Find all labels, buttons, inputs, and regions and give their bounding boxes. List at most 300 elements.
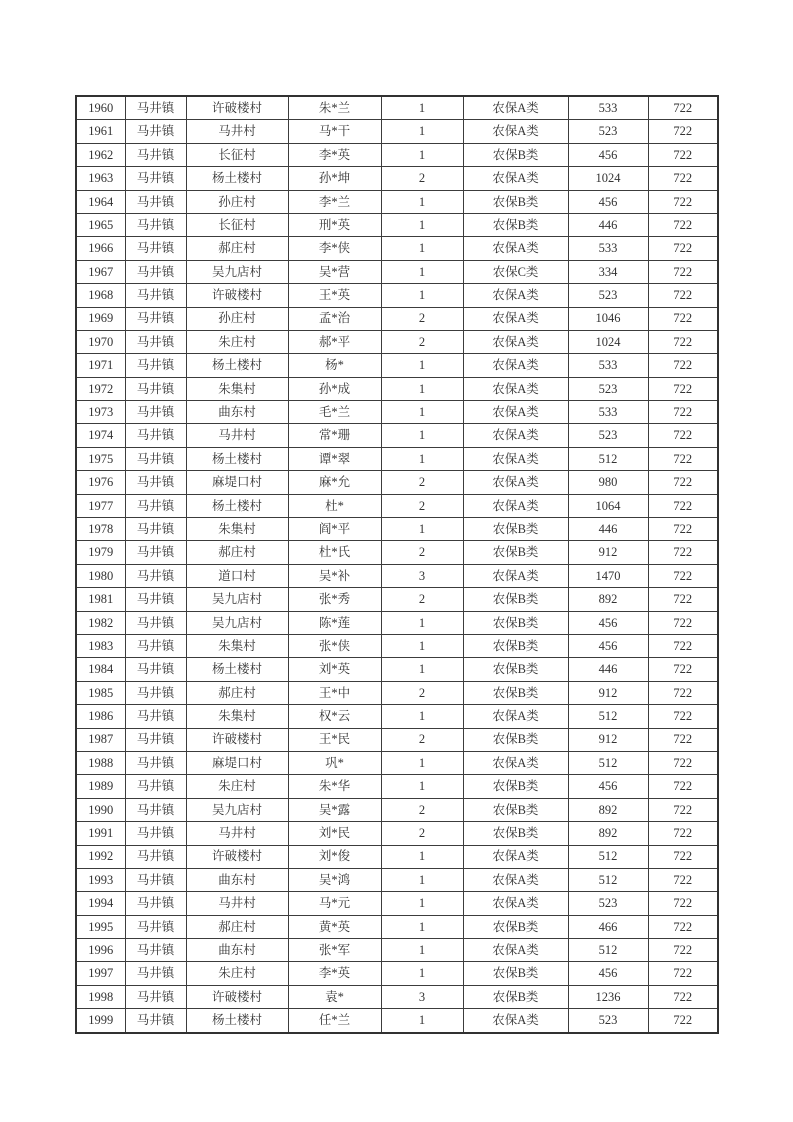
- cell-amount: 456: [568, 775, 648, 798]
- cell-town: 马井镇: [125, 167, 186, 190]
- cell-serial: 1968: [76, 284, 125, 307]
- cell-count: 1: [381, 1009, 463, 1033]
- cell-village: 朱集村: [186, 705, 288, 728]
- cell-serial: 1970: [76, 330, 125, 353]
- cell-category: 农保A类: [463, 354, 568, 377]
- cell-serial: 1971: [76, 354, 125, 377]
- table-row: [76, 868, 718, 891]
- cell-name: 巩*: [288, 751, 381, 774]
- cell-count: 2: [381, 307, 463, 330]
- table-row: [76, 564, 718, 587]
- cell-category: 农保A类: [463, 96, 568, 120]
- cell-count: 2: [381, 681, 463, 704]
- cell-category: 农保B类: [463, 962, 568, 985]
- cell-serial: 1981: [76, 588, 125, 611]
- table-row: [76, 471, 718, 494]
- cell-village: 曲东村: [186, 868, 288, 891]
- cell-count: 1: [381, 401, 463, 424]
- cell-village: 杨土楼村: [186, 167, 288, 190]
- cell-name: 谭*翠: [288, 447, 381, 470]
- cell-name: 杜*: [288, 494, 381, 517]
- cell-name: 马*元: [288, 892, 381, 915]
- cell-value: 722: [648, 96, 718, 120]
- cell-town: 马井镇: [125, 939, 186, 962]
- cell-count: 1: [381, 354, 463, 377]
- cell-category: 农保A类: [463, 424, 568, 447]
- cell-village: 朱庄村: [186, 330, 288, 353]
- cell-category: 农保B类: [463, 190, 568, 213]
- cell-serial: 1969: [76, 307, 125, 330]
- table-row: [76, 798, 718, 821]
- cell-category: 农保B类: [463, 681, 568, 704]
- cell-village: 许破楼村: [186, 284, 288, 307]
- cell-name: 刘*英: [288, 658, 381, 681]
- cell-name: 孙*坤: [288, 167, 381, 190]
- cell-serial: 1984: [76, 658, 125, 681]
- cell-name: 张*军: [288, 939, 381, 962]
- cell-village: 吴九店村: [186, 611, 288, 634]
- cell-value: 722: [648, 307, 718, 330]
- cell-name: 李*兰: [288, 190, 381, 213]
- cell-category: 农保B类: [463, 658, 568, 681]
- cell-value: 722: [648, 868, 718, 891]
- cell-name: 李*英: [288, 962, 381, 985]
- table-row: [76, 213, 718, 236]
- table-row: [76, 892, 718, 915]
- cell-value: 722: [648, 471, 718, 494]
- cell-value: 722: [648, 330, 718, 353]
- cell-village: 郝庄村: [186, 681, 288, 704]
- cell-town: 马井镇: [125, 237, 186, 260]
- cell-count: 1: [381, 775, 463, 798]
- cell-serial: 1963: [76, 167, 125, 190]
- cell-serial: 1993: [76, 868, 125, 891]
- cell-name: 朱*华: [288, 775, 381, 798]
- cell-count: 1: [381, 892, 463, 915]
- table-row: [76, 120, 718, 143]
- cell-name: 吴*露: [288, 798, 381, 821]
- cell-village: 马井村: [186, 822, 288, 845]
- cell-town: 马井镇: [125, 1009, 186, 1033]
- cell-value: 722: [648, 120, 718, 143]
- cell-amount: 523: [568, 424, 648, 447]
- cell-village: 许破楼村: [186, 985, 288, 1008]
- cell-town: 马井镇: [125, 822, 186, 845]
- cell-town: 马井镇: [125, 611, 186, 634]
- cell-count: 1: [381, 190, 463, 213]
- table-row: [76, 915, 718, 938]
- cell-amount: 334: [568, 260, 648, 283]
- cell-count: 1: [381, 120, 463, 143]
- table-row: [76, 728, 718, 751]
- cell-village: 孙庄村: [186, 190, 288, 213]
- cell-value: 722: [648, 985, 718, 1008]
- cell-serial: 1966: [76, 237, 125, 260]
- cell-count: 2: [381, 822, 463, 845]
- table-row: [76, 705, 718, 728]
- cell-amount: 523: [568, 120, 648, 143]
- cell-amount: 456: [568, 611, 648, 634]
- cell-count: 3: [381, 564, 463, 587]
- cell-village: 许破楼村: [186, 96, 288, 120]
- cell-amount: 523: [568, 892, 648, 915]
- cell-village: 麻堤口村: [186, 751, 288, 774]
- cell-count: 2: [381, 471, 463, 494]
- cell-category: 农保A类: [463, 494, 568, 517]
- cell-serial: 1994: [76, 892, 125, 915]
- cell-amount: 912: [568, 541, 648, 564]
- cell-amount: 980: [568, 471, 648, 494]
- cell-category: 农保A类: [463, 939, 568, 962]
- cell-town: 马井镇: [125, 96, 186, 120]
- cell-serial: 1965: [76, 213, 125, 236]
- cell-serial: 1982: [76, 611, 125, 634]
- table-row: [76, 1009, 718, 1033]
- cell-town: 马井镇: [125, 681, 186, 704]
- cell-amount: 512: [568, 845, 648, 868]
- cell-amount: 512: [568, 705, 648, 728]
- cell-town: 马井镇: [125, 892, 186, 915]
- cell-village: 吴九店村: [186, 260, 288, 283]
- cell-value: 722: [648, 822, 718, 845]
- cell-town: 马井镇: [125, 424, 186, 447]
- cell-serial: 1975: [76, 447, 125, 470]
- cell-name: 刘*俊: [288, 845, 381, 868]
- cell-name: 张*秀: [288, 588, 381, 611]
- cell-name: 李*侠: [288, 237, 381, 260]
- cell-serial: 1991: [76, 822, 125, 845]
- cell-amount: 892: [568, 822, 648, 845]
- cell-amount: 1064: [568, 494, 648, 517]
- cell-village: 马井村: [186, 424, 288, 447]
- cell-serial: 1998: [76, 985, 125, 1008]
- table-row: [76, 330, 718, 353]
- cell-serial: 1986: [76, 705, 125, 728]
- cell-amount: 512: [568, 751, 648, 774]
- cell-village: 杨土楼村: [186, 1009, 288, 1033]
- cell-amount: 533: [568, 401, 648, 424]
- table-row: [76, 985, 718, 1008]
- table-row: [76, 658, 718, 681]
- cell-amount: 446: [568, 518, 648, 541]
- cell-village: 吴九店村: [186, 588, 288, 611]
- cell-town: 马井镇: [125, 588, 186, 611]
- cell-town: 马井镇: [125, 120, 186, 143]
- cell-village: 马井村: [186, 120, 288, 143]
- cell-amount: 1470: [568, 564, 648, 587]
- cell-amount: 1236: [568, 985, 648, 1008]
- cell-value: 722: [648, 658, 718, 681]
- cell-serial: 1983: [76, 634, 125, 657]
- cell-count: 1: [381, 962, 463, 985]
- cell-count: 1: [381, 705, 463, 728]
- cell-name: 王*民: [288, 728, 381, 751]
- cell-value: 722: [648, 447, 718, 470]
- cell-count: 1: [381, 424, 463, 447]
- cell-count: 1: [381, 751, 463, 774]
- cell-town: 马井镇: [125, 213, 186, 236]
- table-row: [76, 518, 718, 541]
- cell-count: 2: [381, 330, 463, 353]
- cell-amount: 456: [568, 190, 648, 213]
- cell-village: 长征村: [186, 143, 288, 166]
- cell-count: 1: [381, 96, 463, 120]
- cell-name: 吴*鸿: [288, 868, 381, 891]
- cell-village: 杨土楼村: [186, 658, 288, 681]
- cell-town: 马井镇: [125, 260, 186, 283]
- cell-serial: 1964: [76, 190, 125, 213]
- cell-value: 722: [648, 892, 718, 915]
- cell-name: 黄*英: [288, 915, 381, 938]
- cell-count: 1: [381, 284, 463, 307]
- cell-serial: 1962: [76, 143, 125, 166]
- cell-town: 马井镇: [125, 354, 186, 377]
- table-row: [76, 962, 718, 985]
- table-row: [76, 96, 718, 120]
- cell-value: 722: [648, 143, 718, 166]
- cell-serial: 1995: [76, 915, 125, 938]
- cell-amount: 446: [568, 213, 648, 236]
- cell-name: 任*兰: [288, 1009, 381, 1033]
- insurance-record-table: [75, 95, 719, 1034]
- cell-village: 朱集村: [186, 377, 288, 400]
- cell-value: 722: [648, 541, 718, 564]
- cell-town: 马井镇: [125, 401, 186, 424]
- cell-village: 郝庄村: [186, 541, 288, 564]
- cell-serial: 1985: [76, 681, 125, 704]
- cell-name: 刑*英: [288, 213, 381, 236]
- cell-village: 郝庄村: [186, 915, 288, 938]
- cell-category: 农保B类: [463, 611, 568, 634]
- cell-town: 马井镇: [125, 728, 186, 751]
- cell-town: 马井镇: [125, 307, 186, 330]
- table-row: [76, 354, 718, 377]
- cell-count: 1: [381, 447, 463, 470]
- cell-count: 2: [381, 494, 463, 517]
- cell-village: 朱庄村: [186, 962, 288, 985]
- cell-name: 袁*: [288, 985, 381, 1008]
- cell-category: 农保B类: [463, 213, 568, 236]
- cell-amount: 456: [568, 634, 648, 657]
- table-row: [76, 307, 718, 330]
- cell-serial: 1997: [76, 962, 125, 985]
- cell-category: 农保A类: [463, 447, 568, 470]
- cell-town: 马井镇: [125, 471, 186, 494]
- cell-value: 722: [648, 915, 718, 938]
- cell-category: 农保B类: [463, 588, 568, 611]
- table-row: [76, 260, 718, 283]
- cell-value: 722: [648, 611, 718, 634]
- cell-value: 722: [648, 494, 718, 517]
- cell-town: 马井镇: [125, 915, 186, 938]
- cell-name: 张*侠: [288, 634, 381, 657]
- table-row: [76, 775, 718, 798]
- cell-value: 722: [648, 962, 718, 985]
- cell-name: 朱*兰: [288, 96, 381, 120]
- cell-town: 马井镇: [125, 494, 186, 517]
- cell-count: 1: [381, 611, 463, 634]
- cell-count: 2: [381, 541, 463, 564]
- cell-name: 杜*氏: [288, 541, 381, 564]
- cell-name: 马*干: [288, 120, 381, 143]
- cell-count: 2: [381, 588, 463, 611]
- cell-category: 农保A类: [463, 751, 568, 774]
- cell-count: 3: [381, 985, 463, 1008]
- cell-serial: 1977: [76, 494, 125, 517]
- cell-category: 农保C类: [463, 260, 568, 283]
- cell-amount: 466: [568, 915, 648, 938]
- cell-village: 长征村: [186, 213, 288, 236]
- table-row: [76, 634, 718, 657]
- cell-village: 杨土楼村: [186, 447, 288, 470]
- cell-name: 毛*兰: [288, 401, 381, 424]
- cell-town: 马井镇: [125, 705, 186, 728]
- cell-count: 2: [381, 798, 463, 821]
- cell-value: 722: [648, 237, 718, 260]
- cell-town: 马井镇: [125, 658, 186, 681]
- cell-serial: 1976: [76, 471, 125, 494]
- cell-town: 马井镇: [125, 634, 186, 657]
- cell-count: 2: [381, 728, 463, 751]
- cell-name: 吴*补: [288, 564, 381, 587]
- cell-serial: 1961: [76, 120, 125, 143]
- cell-value: 722: [648, 634, 718, 657]
- cell-town: 马井镇: [125, 798, 186, 821]
- cell-town: 马井镇: [125, 775, 186, 798]
- cell-value: 722: [648, 728, 718, 751]
- cell-value: 722: [648, 845, 718, 868]
- cell-amount: 446: [568, 658, 648, 681]
- cell-town: 马井镇: [125, 330, 186, 353]
- cell-category: 农保B类: [463, 775, 568, 798]
- cell-category: 农保A类: [463, 120, 568, 143]
- cell-village: 道口村: [186, 564, 288, 587]
- cell-amount: 533: [568, 354, 648, 377]
- table-row: [76, 751, 718, 774]
- cell-serial: 1992: [76, 845, 125, 868]
- cell-category: 农保B类: [463, 518, 568, 541]
- table-row: [76, 284, 718, 307]
- cell-village: 郝庄村: [186, 237, 288, 260]
- cell-town: 马井镇: [125, 564, 186, 587]
- cell-count: 1: [381, 237, 463, 260]
- cell-value: 722: [648, 751, 718, 774]
- cell-value: 722: [648, 354, 718, 377]
- cell-village: 朱庄村: [186, 775, 288, 798]
- cell-count: 1: [381, 634, 463, 657]
- cell-count: 1: [381, 868, 463, 891]
- cell-category: 农保A类: [463, 284, 568, 307]
- cell-name: 常*珊: [288, 424, 381, 447]
- cell-town: 马井镇: [125, 143, 186, 166]
- cell-serial: 1996: [76, 939, 125, 962]
- cell-village: 朱集村: [186, 518, 288, 541]
- cell-count: 1: [381, 658, 463, 681]
- table-row: [76, 939, 718, 962]
- cell-category: 农保A类: [463, 167, 568, 190]
- cell-amount: 512: [568, 447, 648, 470]
- cell-name: 杨*: [288, 354, 381, 377]
- cell-village: 杨土楼村: [186, 354, 288, 377]
- cell-category: 农保B类: [463, 634, 568, 657]
- cell-value: 722: [648, 167, 718, 190]
- cell-value: 722: [648, 518, 718, 541]
- cell-serial: 1960: [76, 96, 125, 120]
- table-row: [76, 167, 718, 190]
- table-row: [76, 447, 718, 470]
- cell-count: 1: [381, 915, 463, 938]
- cell-name: 郝*平: [288, 330, 381, 353]
- table-row: [76, 845, 718, 868]
- cell-village: 马井村: [186, 892, 288, 915]
- cell-village: 朱集村: [186, 634, 288, 657]
- cell-amount: 512: [568, 939, 648, 962]
- cell-name: 阎*平: [288, 518, 381, 541]
- table-row: [76, 681, 718, 704]
- cell-category: 农保A类: [463, 705, 568, 728]
- cell-value: 722: [648, 401, 718, 424]
- cell-serial: 1967: [76, 260, 125, 283]
- cell-value: 722: [648, 564, 718, 587]
- cell-name: 麻*允: [288, 471, 381, 494]
- cell-amount: 512: [568, 868, 648, 891]
- cell-serial: 1974: [76, 424, 125, 447]
- table-row: [76, 377, 718, 400]
- table-row: [76, 424, 718, 447]
- cell-serial: 1973: [76, 401, 125, 424]
- cell-town: 马井镇: [125, 868, 186, 891]
- cell-amount: 533: [568, 237, 648, 260]
- cell-count: 1: [381, 377, 463, 400]
- cell-category: 农保A类: [463, 237, 568, 260]
- cell-serial: 1990: [76, 798, 125, 821]
- table-row: [76, 143, 718, 166]
- cell-value: 722: [648, 775, 718, 798]
- cell-value: 722: [648, 213, 718, 236]
- cell-serial: 1972: [76, 377, 125, 400]
- cell-category: 农保A类: [463, 401, 568, 424]
- cell-value: 722: [648, 705, 718, 728]
- cell-count: 1: [381, 845, 463, 868]
- cell-amount: 533: [568, 96, 648, 120]
- cell-village: 许破楼村: [186, 728, 288, 751]
- table-row: [76, 588, 718, 611]
- cell-category: 农保A类: [463, 307, 568, 330]
- cell-name: 刘*民: [288, 822, 381, 845]
- cell-name: 孙*成: [288, 377, 381, 400]
- cell-amount: 523: [568, 1009, 648, 1033]
- cell-serial: 1978: [76, 518, 125, 541]
- cell-amount: 912: [568, 728, 648, 751]
- cell-amount: 523: [568, 377, 648, 400]
- cell-category: 农保B类: [463, 822, 568, 845]
- cell-amount: 1024: [568, 330, 648, 353]
- cell-amount: 1046: [568, 307, 648, 330]
- cell-count: 1: [381, 518, 463, 541]
- cell-value: 722: [648, 284, 718, 307]
- cell-value: 722: [648, 377, 718, 400]
- cell-serial: 1987: [76, 728, 125, 751]
- cell-amount: 523: [568, 284, 648, 307]
- cell-village: 曲东村: [186, 401, 288, 424]
- cell-category: 农保A类: [463, 471, 568, 494]
- cell-count: 1: [381, 143, 463, 166]
- cell-count: 1: [381, 260, 463, 283]
- cell-name: 王*英: [288, 284, 381, 307]
- cell-town: 马井镇: [125, 962, 186, 985]
- cell-name: 权*云: [288, 705, 381, 728]
- cell-count: 2: [381, 167, 463, 190]
